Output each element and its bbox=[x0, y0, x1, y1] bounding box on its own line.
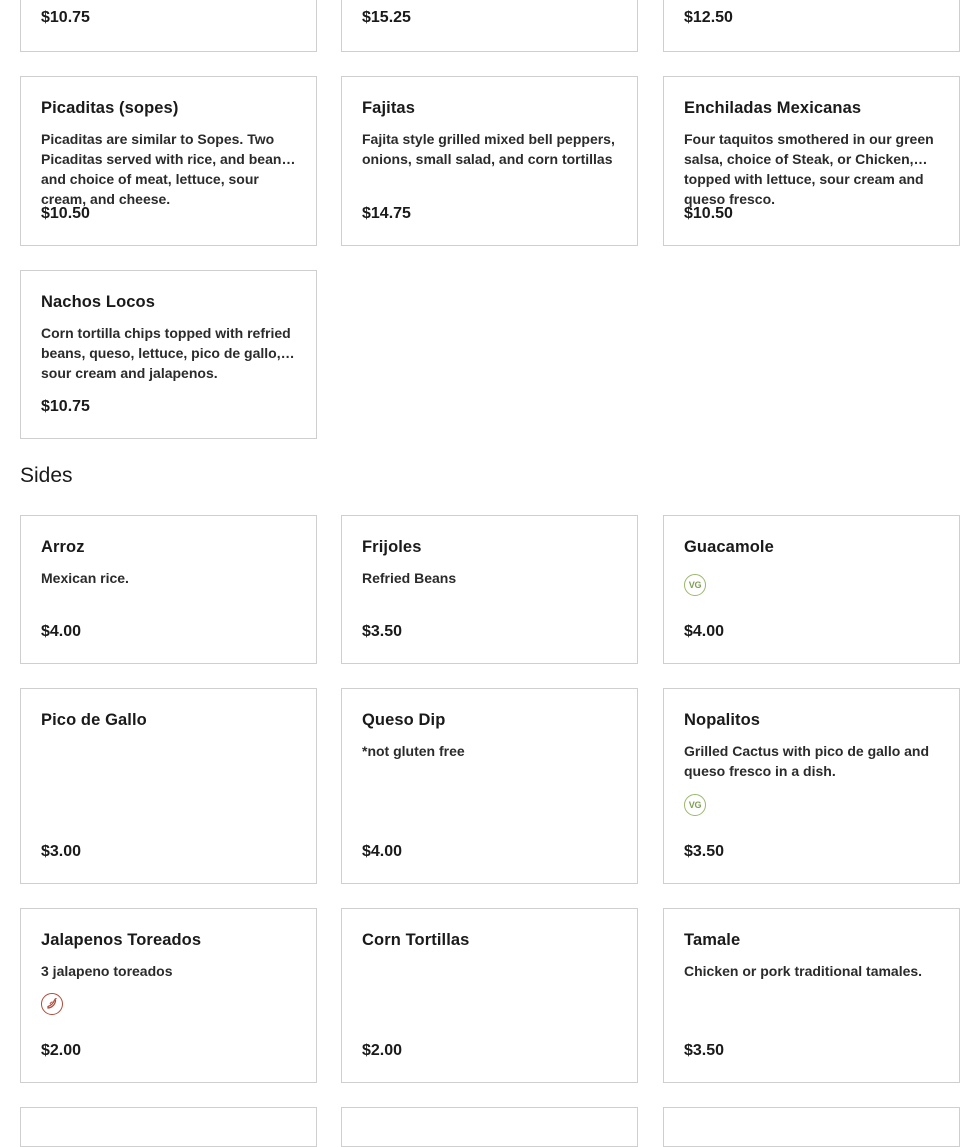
item-price: $10.75 bbox=[41, 398, 90, 415]
item-price: $10.50 bbox=[41, 205, 90, 222]
menu-item-card[interactable] bbox=[341, 1107, 638, 1147]
menu-item-fajitas[interactable] bbox=[341, 76, 638, 246]
item-price: $10.50 bbox=[684, 205, 733, 222]
item-name: Queso Dip bbox=[362, 711, 446, 729]
menu-item-picaditas[interactable] bbox=[20, 76, 317, 246]
menu-item-card[interactable] bbox=[341, 0, 638, 52]
item-description: *not gluten free bbox=[362, 743, 465, 759]
menu-item-guacamole[interactable] bbox=[663, 515, 960, 664]
menu-item-jalapenos-toreados[interactable] bbox=[20, 908, 317, 1083]
item-description: Refried Beans bbox=[362, 570, 457, 586]
menu-item-nopalitos[interactable] bbox=[663, 688, 960, 884]
item-description: Fajita style grilled mixed bell peppers, onions, small salad, and corn tortillas bbox=[362, 131, 615, 167]
item-name: Arroz bbox=[41, 538, 85, 556]
item-description: Mexican rice. bbox=[41, 570, 129, 586]
item-name: Picaditas (sopes) bbox=[41, 99, 179, 117]
item-name: Jalapenos Toreados bbox=[41, 931, 202, 949]
item-description: Chicken or pork traditional tamales. bbox=[684, 963, 923, 979]
menu-item-enchiladas-mexicanas[interactable] bbox=[663, 76, 960, 246]
item-description: Grilled Cactus with pico de gallo and queso fresco in a dish. bbox=[684, 743, 930, 779]
item-name: Nachos Locos bbox=[41, 293, 155, 311]
menu-item-queso-dip[interactable] bbox=[341, 688, 638, 884]
spicy-pepper-icon bbox=[41, 993, 63, 1015]
item-price: $4.00 bbox=[362, 843, 403, 860]
menu-item-card[interactable] bbox=[20, 0, 317, 52]
menu-item-card[interactable] bbox=[20, 1107, 317, 1147]
item-price: $12.50 bbox=[684, 9, 733, 26]
menu-item-tamale[interactable] bbox=[663, 908, 960, 1083]
item-price: $2.00 bbox=[41, 1042, 82, 1059]
item-name: Tamale bbox=[684, 931, 741, 949]
vegan-badge-icon: VG bbox=[684, 794, 706, 816]
item-price: $14.75 bbox=[362, 205, 411, 222]
menu-item-corn-tortillas[interactable] bbox=[341, 908, 638, 1083]
item-price: $4.00 bbox=[41, 623, 82, 640]
item-description: Picaditas are similar to Sopes. Two Picaditas served with rice, and bean and choice of meat, lettuce, sour cream, and cheese. bbox=[41, 131, 282, 207]
vegan-badge-icon: VG bbox=[684, 574, 706, 596]
item-name: Corn Tortillas bbox=[362, 931, 470, 949]
item-price: $3.50 bbox=[684, 1042, 725, 1059]
item-name: Fajitas bbox=[362, 99, 415, 117]
item-description: Corn tortilla chips topped with refried beans, queso, lettuce, pico de gallo, sour cream and jalapenos. bbox=[41, 325, 291, 381]
item-price: $2.00 bbox=[362, 1042, 403, 1059]
item-price: $4.00 bbox=[684, 623, 725, 640]
item-price: $3.50 bbox=[362, 623, 403, 640]
item-name: Frijoles bbox=[362, 538, 422, 556]
section-title-sides: Sides bbox=[20, 464, 73, 487]
item-price: $3.00 bbox=[41, 843, 82, 860]
menu-item-frijoles[interactable] bbox=[341, 515, 638, 664]
menu-item-pico-de-gallo[interactable] bbox=[20, 688, 317, 884]
item-price: $10.75 bbox=[41, 9, 90, 26]
menu-item-card[interactable] bbox=[663, 0, 960, 52]
item-name: Pico de Gallo bbox=[41, 711, 147, 729]
menu-item-card[interactable] bbox=[663, 1107, 960, 1147]
item-price: $15.25 bbox=[362, 9, 411, 26]
item-name: Nopalitos bbox=[684, 711, 761, 729]
item-description: 3 jalapeno toreados bbox=[41, 963, 173, 979]
menu-item-nachos-locos[interactable] bbox=[20, 270, 317, 439]
menu-item-arroz[interactable] bbox=[20, 515, 317, 664]
item-name: Enchiladas Mexicanas bbox=[684, 99, 862, 117]
item-description: Four taquitos smothered in our green salsa, choice of Steak, or Chicken, topped with lettuce, sour cream and queso fresco. bbox=[684, 131, 934, 207]
item-price: $3.50 bbox=[684, 843, 725, 860]
item-name: Guacamole bbox=[684, 538, 774, 556]
